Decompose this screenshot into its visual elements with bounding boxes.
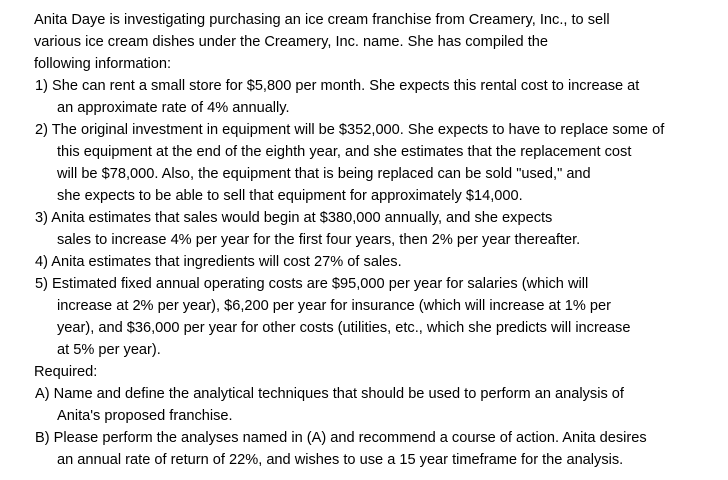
info-item-line: at 5% per year).	[57, 342, 161, 358]
required-item-line: A) Name and define the analytical techniques that should be used to perform an analysis of	[35, 386, 624, 402]
required-item-line: an annual rate of return of 22%, and wishes to use a 15 year timeframe for the analysis.	[57, 452, 624, 468]
info-item-line: 1) She can rent a small store for $5,800 per month. She expects this rental cost to increase at	[35, 78, 640, 94]
intro-line: various ice cream dishes under the Creamery, Inc. name. She has compiled the	[34, 34, 549, 50]
info-item-line: increase at 2% per year), $6,200 per year for insurance (which will increase at 1% per	[57, 298, 612, 314]
required-heading: Required:	[34, 364, 98, 380]
info-item-line: sales to increase 4% per year for the first four years, then 2% per year thereafter.	[57, 232, 581, 248]
required-item-line: B) Please perform the analyses named in (A) and recommend a course of action. Anita desires	[35, 430, 647, 446]
info-item-line: 4) Anita estimates that ingredients will cost 27% of sales.	[35, 254, 402, 270]
info-item-line: will be $78,000. Also, the equipment that is being replaced can be sold "used," and	[57, 166, 591, 182]
required-item-line: Anita's proposed franchise.	[57, 408, 233, 424]
intro-line: Anita Daye is investigating purchasing an ice cream franchise from Creamery, Inc., to sell	[34, 12, 610, 28]
info-item-line: 2) The original investment in equipment will be $352,000. She expects to have to replace some of	[35, 122, 665, 138]
info-item-line: an approximate rate of 4% annually.	[57, 100, 290, 116]
info-item-line: she expects to be able to sell that equipment for approximately $14,000.	[57, 188, 523, 204]
info-item-line: 3) Anita estimates that sales would begin at $380,000 annually, and she expects	[35, 210, 553, 226]
info-item-line: 5) Estimated fixed annual operating costs are $95,000 per year for salaries (which will	[35, 276, 589, 292]
info-item-line: this equipment at the end of the eighth year, and she estimates that the replacement cost	[57, 144, 632, 160]
intro-line: following information:	[34, 56, 172, 72]
info-item-line: year), and $36,000 per year for other costs (utilities, etc., which she predicts will increase	[57, 320, 631, 336]
